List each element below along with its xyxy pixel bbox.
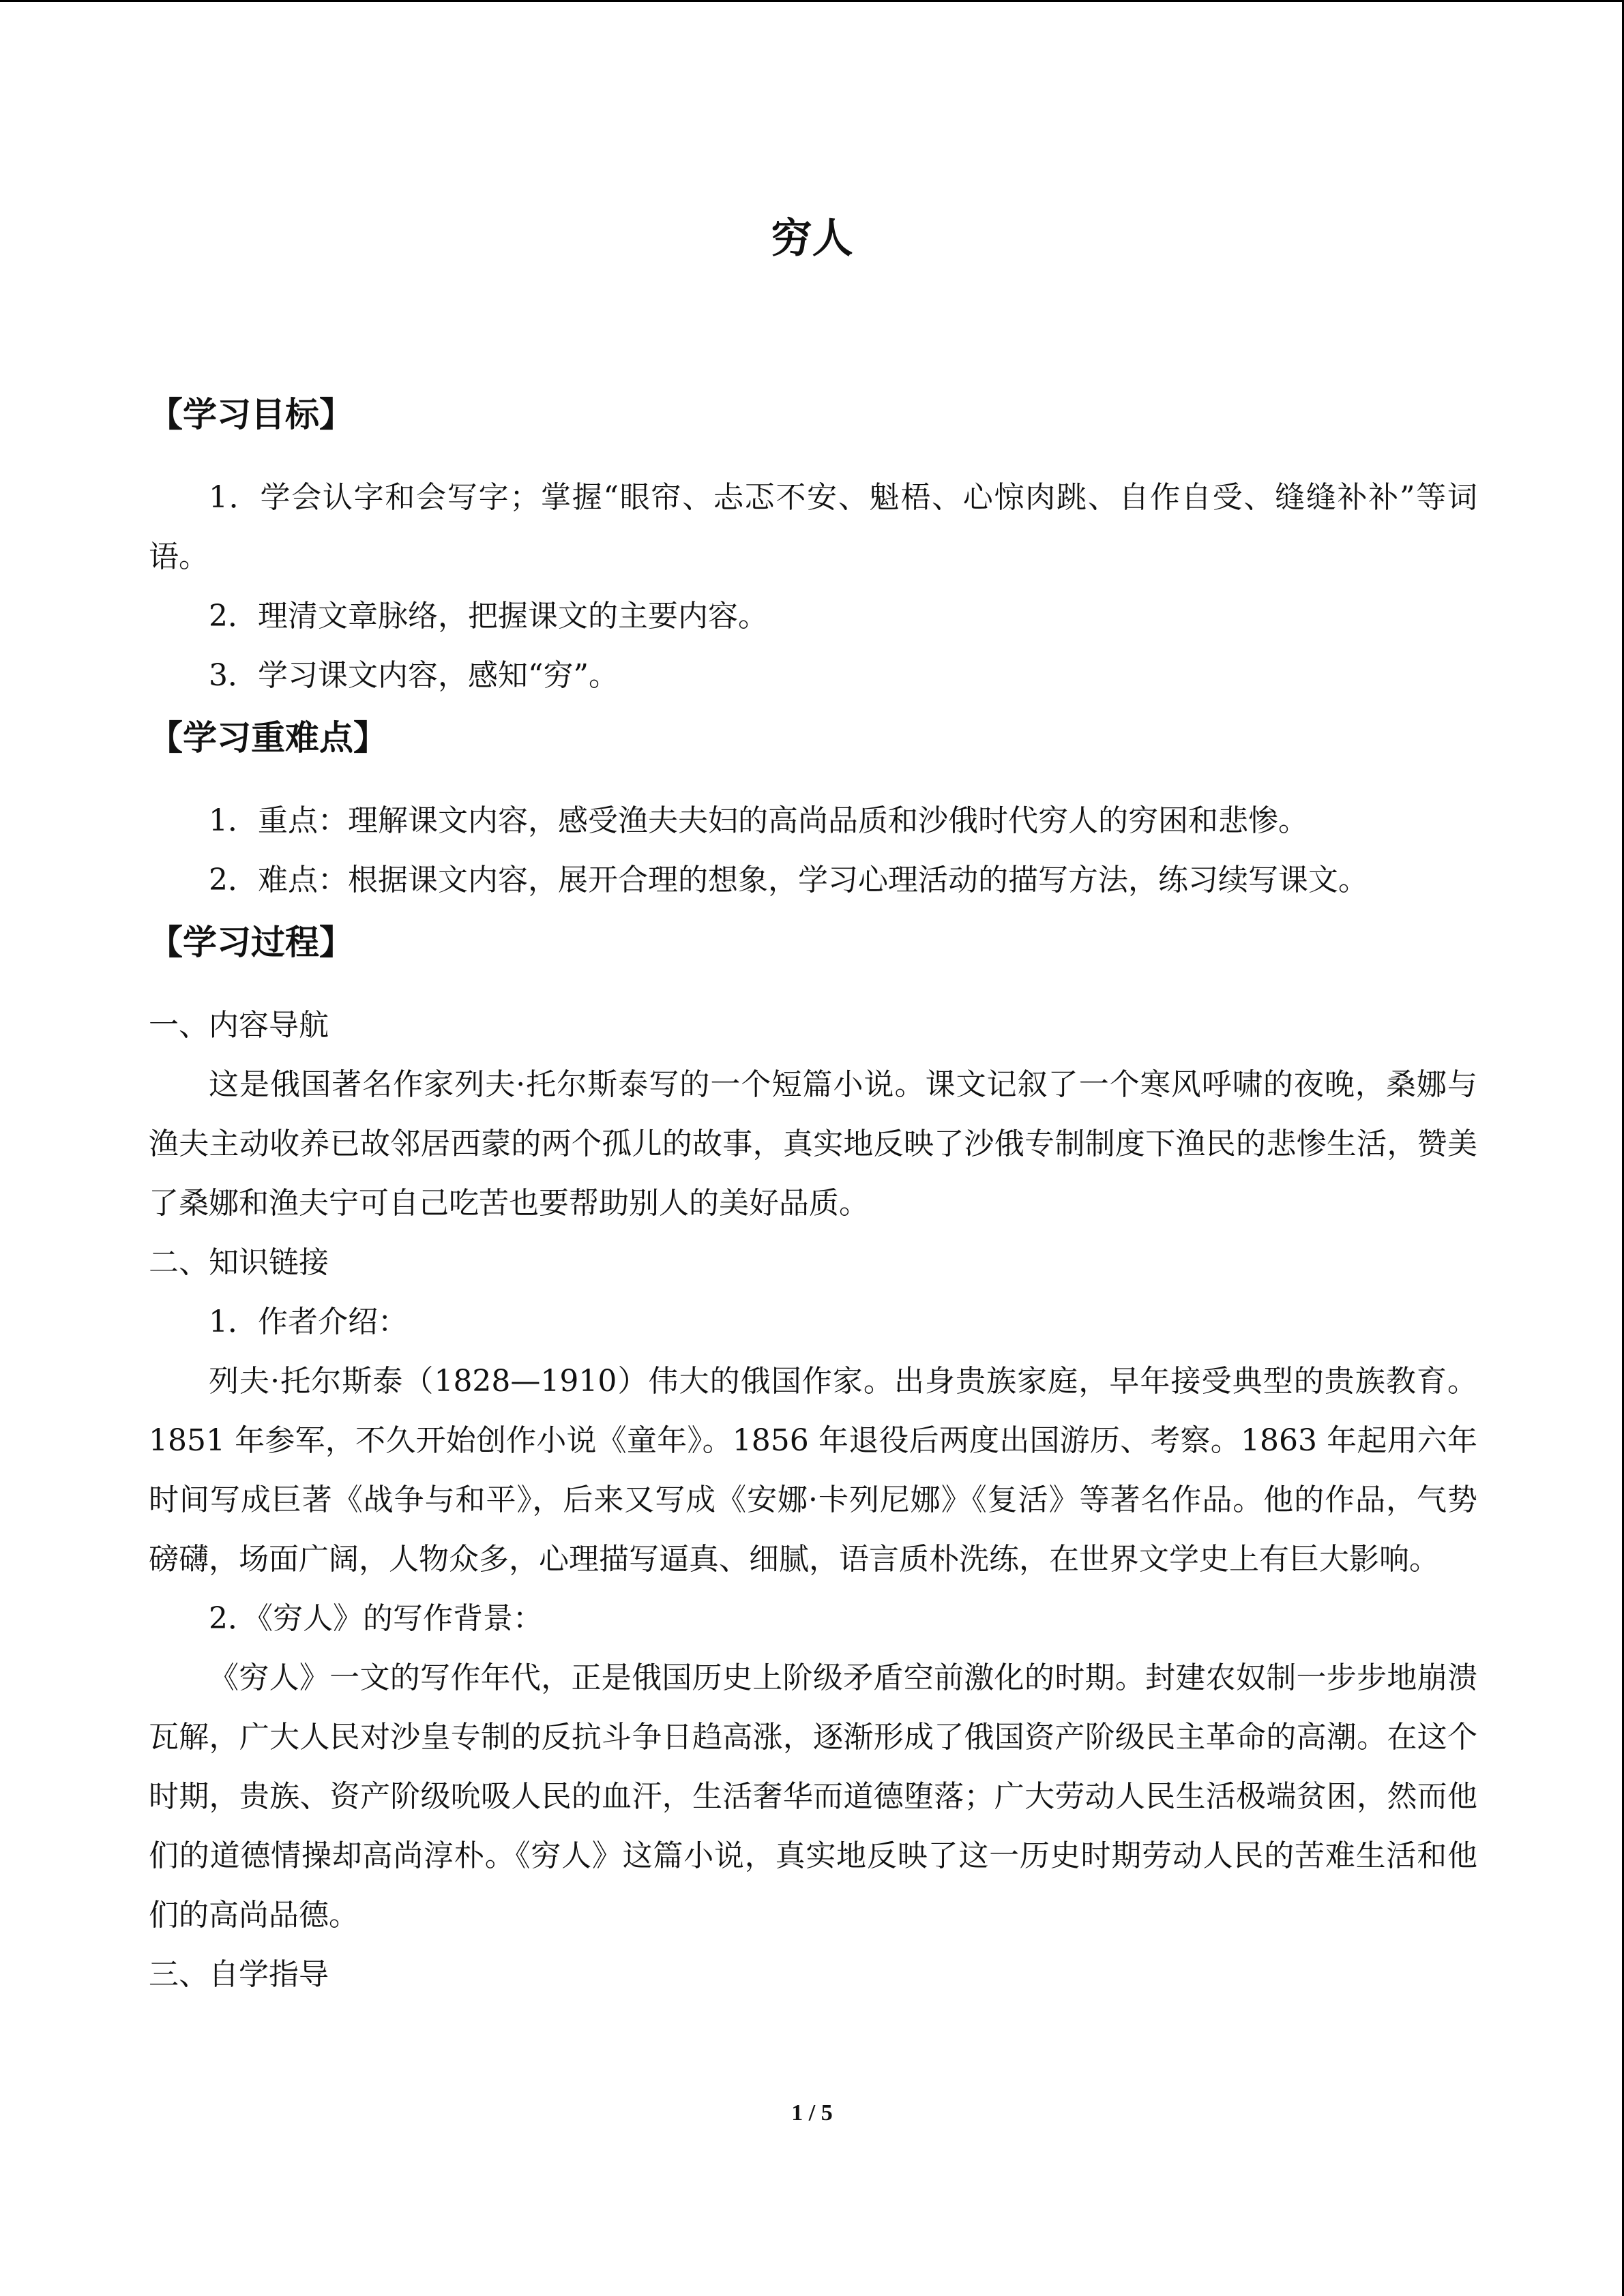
page-number: 1 / 5 [791, 2100, 833, 2126]
goal-item-3: 3．学习课文内容，感知“穷”。 [209, 658, 619, 693]
key-point-item-1: 1．重点：理解课文内容，感受渔夫夫妇的高尚品质和沙俄时代穷人的穷困和悲惨。 [209, 803, 1308, 838]
section-heading-goals: 【学习目标】 [149, 395, 353, 434]
background-label: 2．《穷人》的写作背景： [209, 1601, 543, 1636]
subsection-title-content-guide: 一、内容导航 [149, 1008, 329, 1043]
subsection-title-self-study: 三、自学指导 [149, 1957, 329, 1992]
subsection-title-knowledge-link: 二、知识链接 [149, 1245, 329, 1280]
document-title: 穷人 [771, 215, 853, 263]
author-intro-label: 1．作者介绍： [209, 1304, 408, 1339]
key-point-item-2: 2．难点：根据课文内容，展开合理的想象，学习心理活动的描写方法，练习续写课文。 [209, 863, 1368, 897]
content-guide-text: 这是俄国著名作家列夫·托尔斯泰写的一个短篇小说。课文记叙了一个寒风呼啸的夜晚，桑娜与渔夫主动收养已故邻居西蒙的两个孤儿的故事，真实地反映了沙俄专制制度下渔民的悲惨生活，赞美了桑娜和渔夫宁可自己吃苦也要帮助别人的美好品质。 [149, 1067, 1477, 1221]
document-body [149, 382, 1477, 2004]
goal-item-2: 2．理清文章脉络，把握课文的主要内容。 [209, 599, 768, 633]
goal-item-1: 1．学会认字和会写字；掌握“眼帘、忐忑不安、魁梧、心惊肉跳、自作自受、缝缝补补”等词语。 [149, 480, 1477, 574]
section-heading-process: 【学习过程】 [149, 923, 353, 962]
section-heading-key-points: 【学习重难点】 [149, 718, 387, 758]
background-text: 《穷人》一文的写作年代，正是俄国历史上阶级矛盾空前激化的时期。封建农奴制一步步地崩溃瓦解，广大人民对沙皇专制的反抗斗争日趋高涨，逐渐形成了俄国资产阶级民主革命的高潮。在这个时期，贵族、资产阶级吮吸人民的血汗，生活奢华而道德堕落；广大劳动人民生活极端贫困，然而他们的道德情操却高尚淳朴。《穷人》这篇小说，真实地反映了这一历史时期劳动人民的苦难生活和他们的高尚品德。 [149, 1660, 1477, 1933]
author-intro-text: 列夫·托尔斯泰（1828—1910）伟大的俄国作家。出身贵族家庭，早年接受典型的贵族教育。1851 年参军，不久开始创作小说《童年》。1856 年退役后两度出国游历、考察。1863 年起用六年时间写成巨著《战争与和平》，后来又写成《安娜·卡列尼娜》《复活》等著名作品。他的作品，气势磅礴，场面广阔，人物众多，心理描写逼真、细腻，语言质朴洗练，在世界文学史上有巨大影响。 [149, 1364, 1477, 1577]
page-border-top [0, 0, 1624, 2]
